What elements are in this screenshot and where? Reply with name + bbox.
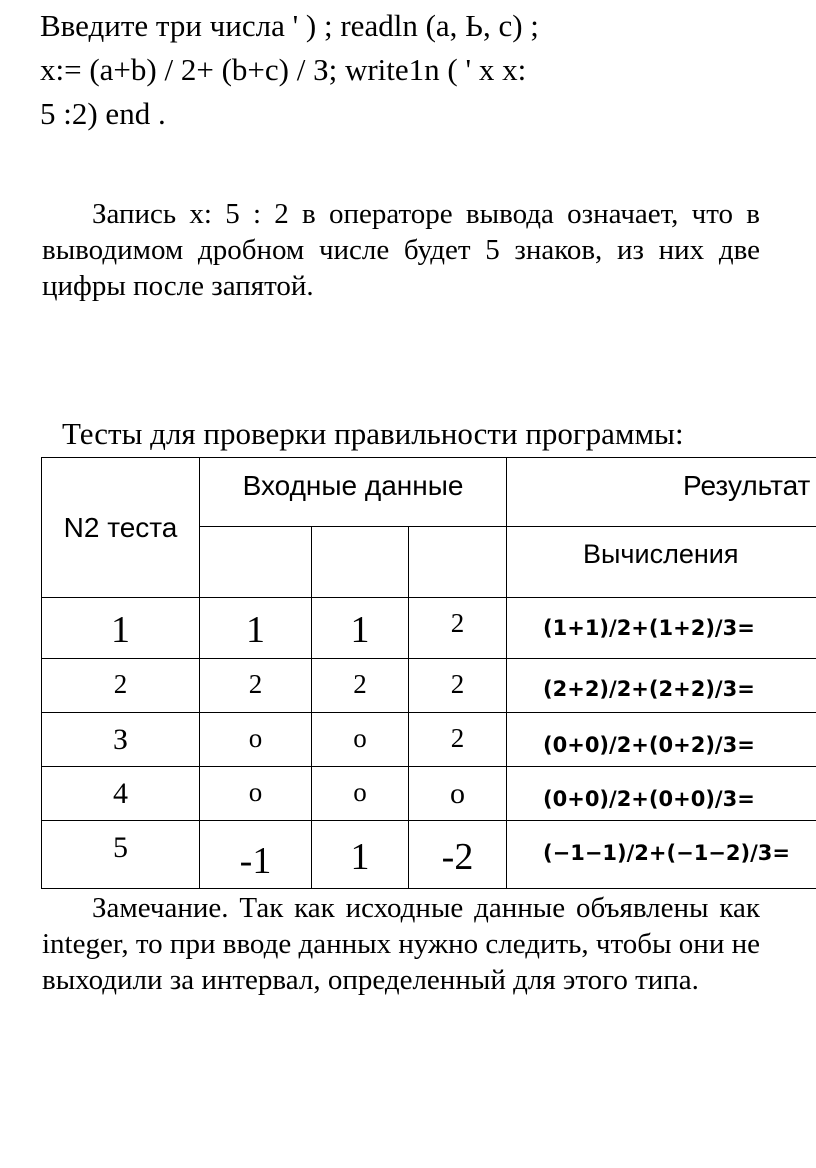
input-a: 1 bbox=[200, 598, 312, 659]
input-b: о bbox=[312, 713, 409, 767]
tests-table bbox=[41, 457, 816, 889]
input-b: 1 bbox=[312, 821, 409, 889]
test-number: 5 bbox=[42, 821, 200, 889]
input-b: 1 bbox=[312, 598, 409, 659]
table-row bbox=[42, 598, 816, 659]
input-b: 2 bbox=[312, 659, 409, 713]
table-header-row bbox=[42, 458, 816, 527]
input-c: -2 bbox=[409, 821, 507, 889]
input-c: о bbox=[409, 767, 507, 821]
input-a: о bbox=[200, 767, 312, 821]
header-input-b bbox=[312, 527, 409, 598]
table-row bbox=[42, 659, 816, 713]
input-a: 2 bbox=[200, 659, 312, 713]
output-format-paragraph: Запись x: 5 : 2 в операторе вывода означает, что в выводимом дробном числе будет 5 знаков, из них две цифры после запятой. bbox=[42, 198, 760, 302]
input-a: -1 bbox=[200, 821, 312, 889]
calculation-formula: (2+2)/2+(2+2)/3= bbox=[507, 659, 816, 713]
header-test-number: N2 теста bbox=[42, 458, 200, 598]
calculation-formula: (−1−1)/2+(−1−2)/3= bbox=[507, 821, 816, 889]
test-number: 4 bbox=[42, 767, 200, 821]
header-calculation: Вычисления bbox=[507, 527, 816, 598]
tests-heading: Тесты для проверки правильности программы: bbox=[62, 416, 684, 451]
header-input-data: Входные данные bbox=[200, 458, 507, 527]
input-c: 2 bbox=[409, 659, 507, 713]
table-row bbox=[42, 713, 816, 767]
code-line-3: 5 :2) end . bbox=[40, 96, 166, 131]
code-block bbox=[40, 4, 780, 136]
test-number: З bbox=[42, 713, 200, 767]
test-number: 2 bbox=[42, 659, 200, 713]
input-a: о bbox=[200, 713, 312, 767]
integer-note-paragraph: Замечание. Так как исходные данные объявлены как integer, то при вводе данных нужно следить, чтобы они не выходили за интервал, определенный для этого типа. bbox=[42, 892, 760, 996]
input-c: 2 bbox=[409, 598, 507, 659]
calculation-formula: (1+1)/2+(1+2)/3= bbox=[507, 598, 816, 659]
header-result: Результат bbox=[507, 458, 816, 527]
code-line-1: Введите три числа ' ) ; readln (a, Ь, c) ; bbox=[40, 8, 539, 43]
code-line-2: x:= (a+b) / 2+ (b+c) / З; write1n ( ' x x: bbox=[40, 52, 527, 87]
header-input-c bbox=[409, 527, 507, 598]
input-b: о bbox=[312, 767, 409, 821]
calculation-formula: (0+0)/2+(0+2)/3= bbox=[507, 713, 816, 767]
table-row bbox=[42, 767, 816, 821]
table-row bbox=[42, 821, 816, 889]
test-number: 1 bbox=[42, 598, 200, 659]
input-c: 2 bbox=[409, 713, 507, 767]
header-input-a bbox=[200, 527, 312, 598]
calculation-formula: (0+0)/2+(0+0)/3= bbox=[507, 767, 816, 821]
